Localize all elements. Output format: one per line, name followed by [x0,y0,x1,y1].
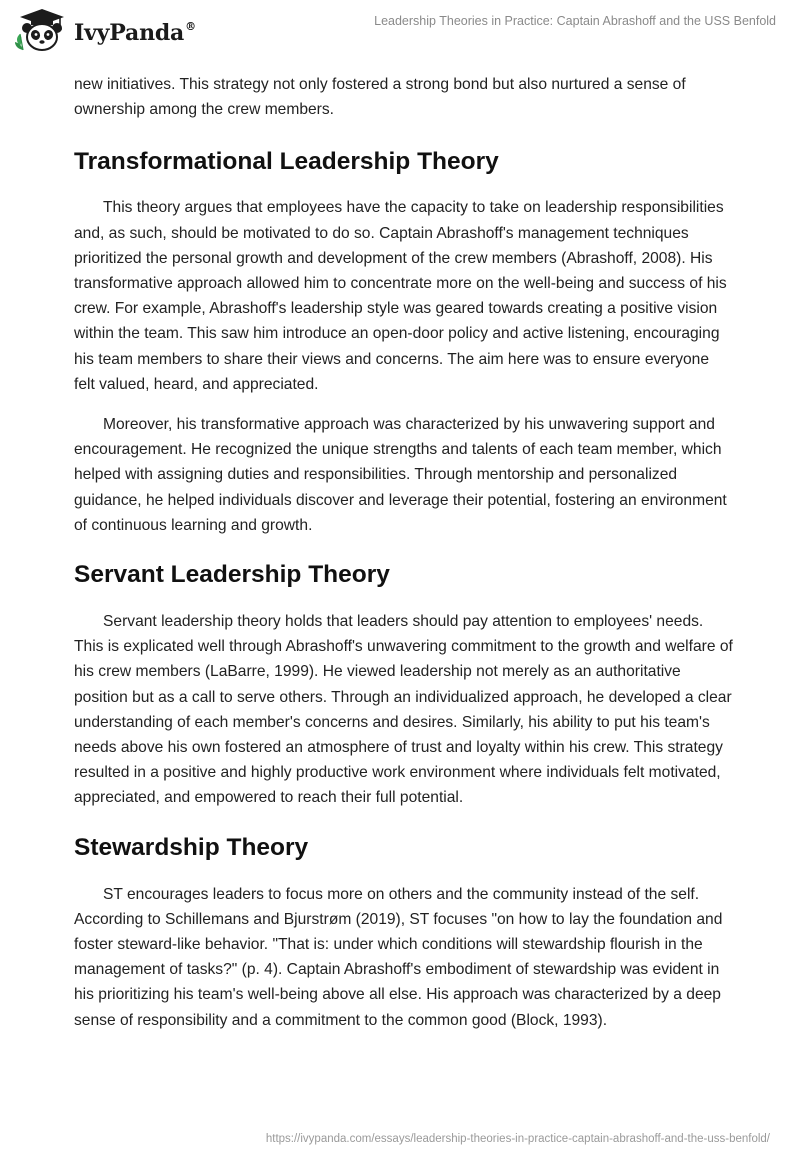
section-heading-transformational: Transformational Leadership Theory [74,148,499,176]
page-header [0,0,800,70]
section-heading-stewardship: Stewardship Theory [74,833,309,861]
essay-body [74,72,734,1033]
panda-graduate-icon [14,6,70,59]
continuation-paragraph: new initiatives. This strategy not only fostered a strong bond but also nurtured a sense of ownership among the crew members. [74,76,686,119]
section-heading-servant: Servant Leadership Theory [74,561,390,589]
paragraph-transformational-2: Moreover, his transformative approach was characterized by his unwavering support and encouragement. He recognized the unique strengths and talents of each team member, which helped with assigning duties and responsibilities. Through mentorship and personalized guidance, he helped individuals discover and leverage their potential, fostering an environment of continuous learning and growth. [74,416,727,534]
document-title: Leadership Theories in Practice: Captain Abrashoff and the USS Benfold [374,14,776,28]
source-url[interactable]: https://ivypanda.com/essays/leadership-theories-in-practice-captain-abrashoff-and-the-uss-benfold/ [265,1133,770,1145]
ivypanda-logo[interactable] [14,6,196,59]
registered-mark: ® [185,19,196,33]
paragraph-stewardship-1: ST encourages leaders to focus more on others and the community instead of the self. According to Schillemans and Bjurstrøm (2019), ST focuses "on how to lay the foundation and foster steward-like behavior. "That is: under which conditions will stewardship flourish in the management of tasks?" (p. 4). Captain Abrashoff's embodiment of stewardship was evident in his prioritizing his team's well-being above all else. His approach was characterized by a deep sense of responsibility and a commitment to the common good (Block, 1993). [74,885,723,1029]
logo-text: IvyPanda® [74,19,196,46]
paragraph-transformational-1: This theory argues that employees have the capacity to take on leadership responsibilities and, as such, should be motivated to do so. Captain Abrashoff's management techniques prioritized the personal growth and development of the crew members (Abrashoff, 2008). His transformative approach allowed him to concentrate more on the well-being and success of his crew. For example, Abrashoff's leadership style was geared towards creating a positive vision within the team. This saw him introduce an open-door policy and active listening, encouraging his team members to share their views and concerns. The aim here was to ensure everyone felt valued, heard, and appreciated. [74,199,727,393]
paragraph-servant-1: Servant leadership theory holds that leaders should pay attention to employees' needs. This is explicated well through Abrashoff's unwavering commitment to the growth and welfare of his crew members (LaBarre, 1999). He viewed leadership not merely as an authoritative position but as a call to serve others. Through an individualized approach, he developed a clear understanding of each member's concerns and desires. Similarly, his ability to put his team's needs above his own fostered an atmosphere of trust and loyalty within his crew. This strategy resulted in a positive and highly productive work environment where individuals felt motivated, appreciated, and empowered to reach their full potential. [74,613,733,807]
